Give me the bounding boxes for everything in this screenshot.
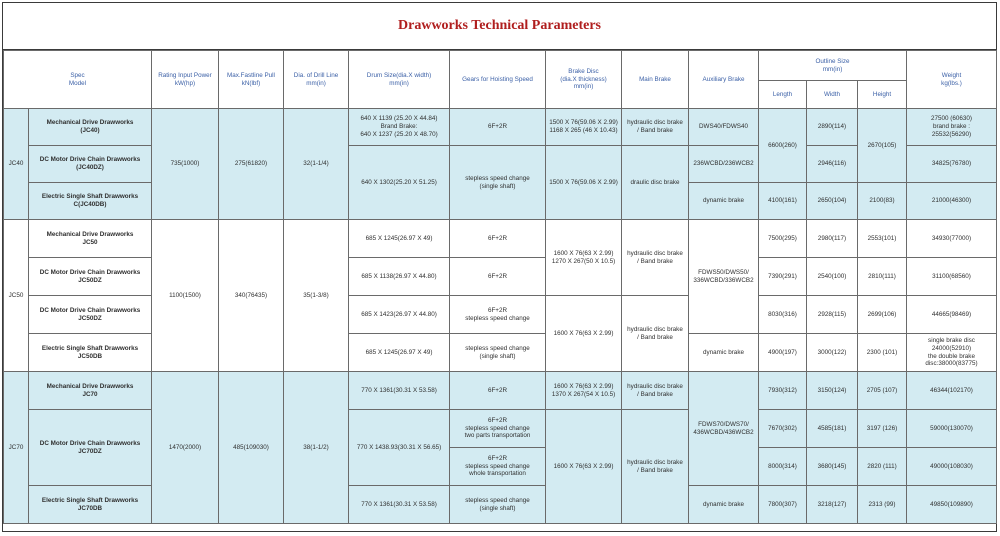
rating-cell: 1470(2000) [152,372,219,524]
model-cell: Electric Single Shaft Drawworks C(JC40DB) [29,183,152,220]
fastline-cell: 485(109030) [219,372,284,524]
weight-cell: 34825(76780) [907,146,997,183]
drum-cell: 640 X 1302(25.20 X 51.25) [349,146,450,220]
main-brake-cell: hydraulic disc brake / Band brake [622,220,689,296]
drill-line-cell: 35(1-3/8) [284,220,349,372]
width-cell: 2540(100) [807,258,858,296]
rating-cell: 735(1000) [152,109,219,220]
drum-cell: 640 X 1139 (25.20 X 44.84) Brand Brake: 640 X 1237 (25.20 X 48.70) [349,109,450,146]
table-row [4,220,997,258]
main-brake-cell: draulic disc brake [622,146,689,220]
gears-cell: 6F+2R [450,372,546,410]
aux-brake-cell: dynamic brake [689,334,759,372]
model-cell: DC Motor Drive Chain Drawworks JC50DZ [29,258,152,296]
drill-line-cell: 38(1-1/2) [284,372,349,524]
aux-brake-cell: DWS40/FDWS40 [689,109,759,146]
header-width: Width [807,81,858,109]
header-fastline: Max.Fastline Pull kN(lbf) [219,51,284,109]
header-main-brake: Main Brake [622,51,689,109]
page-title: Drawworks Technical Parameters [3,3,996,50]
header-drill-line: Dia. of Drill Line mm(in) [284,51,349,109]
aux-brake-cell: dynamic brake [689,183,759,220]
length-cell: 7930(312) [759,372,807,410]
weight-cell: 34930(77000) [907,220,997,258]
gears-cell: stepless speed change (single shaft) [450,334,546,372]
table-row [4,372,997,410]
weight-cell: 31100(68560) [907,258,997,296]
group-label-jc70: JC70 [4,372,29,524]
height-cell: 2705 (107) [858,372,907,410]
brake-disc-cell: 1600 X 76(63 X 2.99) 1270 X 267(50 X 10.5) [546,220,622,296]
height-cell: 2670(105) [858,109,907,183]
gears-cell: 6F+2R [450,258,546,296]
length-cell: 7500(295) [759,220,807,258]
brake-disc-cell: 1500 X 76(59.06 X 2.99) [546,146,622,220]
header-spec-model: Spec Model [4,51,152,109]
drum-cell: 770 X 1361(30.31 X 53.58) [349,486,450,524]
brake-disc-cell: 1600 X 76(63 X 2.99) [546,410,622,524]
height-cell: 3197 (126) [858,410,907,448]
fastline-cell: 340(76435) [219,220,284,372]
height-cell: 2300 (101) [858,334,907,372]
length-cell: 7670(302) [759,410,807,448]
weight-cell: 44665(98469) [907,296,997,334]
main-brake-cell: hydraulic disc brake / Band brake [622,109,689,146]
weight-cell: 46344(102170) [907,372,997,410]
height-cell: 2313 (99) [858,486,907,524]
model-cell: Mechanical Drive Drawworks JC50 [29,220,152,258]
length-cell: 7800(307) [759,486,807,524]
model-cell: Mechanical Drive Drawworks JC70 [29,372,152,410]
header-brake-disc: Brake Disc (dia.X thickness) mm(in) [546,51,622,109]
height-cell: 2820 (111) [858,448,907,486]
brake-disc-cell: 1600 X 76(63 X 2.99) 1370 X 267(54 X 10.5) [546,372,622,410]
rating-cell: 1100(1500) [152,220,219,372]
weight-cell: 49000(108030) [907,448,997,486]
model-cell: Mechanical Drive Drawworks (JC40) [29,109,152,146]
fastline-cell: 275(61820) [219,109,284,220]
drum-cell: 685 X 1423(26.97 X 44.80) [349,296,450,334]
header-drum-size: Drum Size(dia.X width) mm(in) [349,51,450,109]
aux-brake-cell: FDWS70/DWS70/ 436WCBD/436WCB2 [689,372,759,486]
length-cell: 6600(260) [759,109,807,183]
height-cell: 2810(111) [858,258,907,296]
width-cell: 2650(104) [807,183,858,220]
model-cell: Electric Single Shaft Drawworks JC50DB [29,334,152,372]
brake-disc-cell: 1600 X 76(63 X 2.99) [546,296,622,372]
gears-cell: 6F+2R stepless speed change whole transportation [450,448,546,486]
length-cell: 8030(316) [759,296,807,334]
header-row [4,51,997,81]
main-brake-cell: hydraulic disc brake / Band brake [622,410,689,524]
drawworks-parameters-table [3,50,997,524]
aux-brake-cell: 236WCBD/236WCB2 [689,146,759,183]
model-cell: Electric Single Shaft Drawworks JC70DB [29,486,152,524]
table-row [4,109,997,146]
width-cell: 2890(114) [807,109,858,146]
weight-cell: single brake disc 24000(52910) the double brake disc:38000(83775) [907,334,997,372]
gears-cell: 6F+2R stepless speed change two parts transportation [450,410,546,448]
drum-cell: 685 X 1138(26.97 X 44.80) [349,258,450,296]
model-cell: DC Motor Drive Chain Drawworks (JC40DZ) [29,146,152,183]
length-cell: 7390(291) [759,258,807,296]
group-label-jc50: JC50 [4,220,29,372]
gears-cell: stepless speed change (single shaft) [450,486,546,524]
weight-cell: 27500 (60630) brand brake : 25532(56290) [907,109,997,146]
gears-cell: 6F+2R stepless speed change [450,296,546,334]
model-cell: DC Motor Drive Chain Drawworks JC70DZ [29,410,152,486]
main-brake-cell: hydraulic disc brake / Band brake [622,296,689,372]
width-cell: 3218(127) [807,486,858,524]
drum-cell: 685 X 1245(26.97 X 49) [349,334,450,372]
length-cell: 4100(161) [759,183,807,220]
length-cell: 4900(197) [759,334,807,372]
weight-cell: 21000(46300) [907,183,997,220]
header-length: Length [759,81,807,109]
width-cell: 3000(122) [807,334,858,372]
drill-line-cell: 32(1-1/4) [284,109,349,220]
header-gears: Gears for Hoisting Speed [450,51,546,109]
height-cell: 2553(101) [858,220,907,258]
group-label-jc40: JC40 [4,109,29,220]
gears-cell: 6F+2R [450,220,546,258]
width-cell: 3150(124) [807,372,858,410]
drum-cell: 770 X 1438.93(30.31 X 56.65) [349,410,450,486]
width-cell: 3680(145) [807,448,858,486]
header-rating: Rating Input Power kW(hp) [152,51,219,109]
gears-cell: 6F+2R [450,109,546,146]
width-cell: 2980(117) [807,220,858,258]
model-cell: DC Motor Drive Chain Drawworks JC50DZ [29,296,152,334]
aux-brake-cell: FDWS50/DWS50/ 336WCBD/336WCB2 [689,220,759,334]
weight-cell: 49850(109890) [907,486,997,524]
drum-cell: 770 X 1361(30.31 X 53.58) [349,372,450,410]
width-cell: 2928(115) [807,296,858,334]
width-cell: 4585(181) [807,410,858,448]
header-height: Height [858,81,907,109]
drum-cell: 685 X 1245(26.97 X 49) [349,220,450,258]
header-aux-brake: Auxiliary Brake [689,51,759,109]
gears-cell: stepless speed change (single shaft) [450,146,546,220]
weight-cell: 59000(130070) [907,410,997,448]
main-brake-cell: hydraulic disc brake / Band brake [622,372,689,410]
header-weight: Weight kg(lbs.) [907,51,997,109]
height-cell: 2699(106) [858,296,907,334]
brake-disc-cell: 1500 X 76(59.06 X 2.99) 1168 X 265 (46 X 10.43) [546,109,622,146]
length-cell: 8000(314) [759,448,807,486]
width-cell: 2946(116) [807,146,858,183]
height-cell: 2100(83) [858,183,907,220]
header-outline-size: Outline Size mm(in) [759,51,907,81]
aux-brake-cell: dynamic brake [689,486,759,524]
